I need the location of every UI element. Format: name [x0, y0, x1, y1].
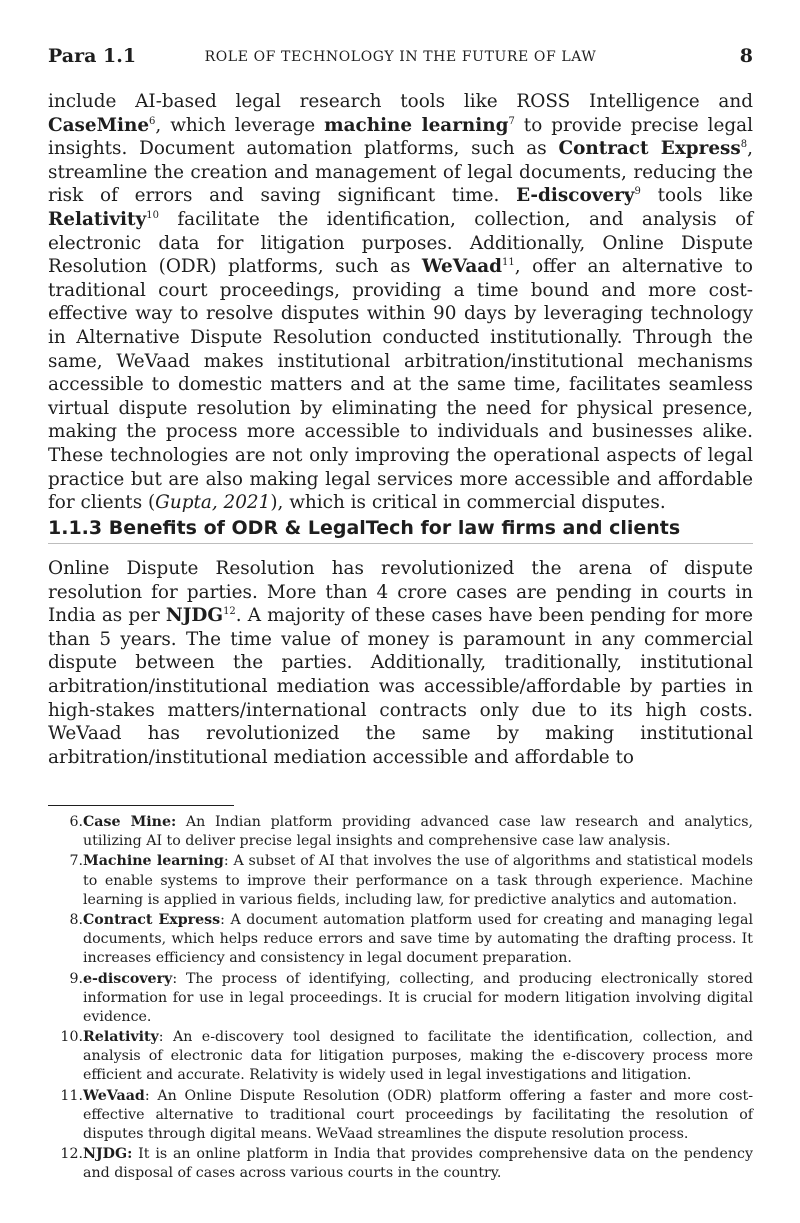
footnote-10	[48, 1028, 753, 1085]
footnote-ref-9[interactable]: 9	[634, 186, 641, 198]
footnote-9	[48, 970, 753, 1027]
footnotes	[48, 813, 753, 1185]
term-njdg: NJDG	[165, 605, 224, 627]
footnote-6	[48, 813, 753, 851]
document-page	[48, 0, 753, 1223]
text-run: ), which is critical in commercial disputes.	[270, 492, 666, 514]
footnote-term: Contract Express	[83, 912, 221, 929]
footnote-text: : A document automation platform used for creating and managing legal documents, which helps reduce errors and save time by automating the drafting process. It increases efficiency and consistency in legal document preparation.	[83, 912, 753, 967]
footnote-number: 8.	[69, 912, 83, 929]
footnote-term: e-discovery	[83, 970, 173, 987]
section-heading: 1.1.3 Benefits of ODR & LegalTech for law firms and clients	[48, 514, 753, 544]
footnote-number: 7.	[69, 853, 83, 870]
text-run: to provide precise legal insights. Document automation platforms, such as	[48, 114, 753, 160]
footnote-number: 10.	[60, 1029, 83, 1046]
running-title: ROLE OF TECHNOLOGY IN THE FUTURE OF LAW	[204, 49, 597, 65]
footnote-12	[48, 1145, 753, 1183]
term-machine-learning: machine learning	[324, 114, 509, 136]
text-run: Online Dispute Resolution has revolutionized the arena of dispute resolution for parties. More than 4 crore cases are pending in courts in India as per	[48, 558, 753, 627]
term-wevaad: WeVaad	[421, 256, 503, 278]
text-run: , offer an alternative to traditional court proceedings, providing a time bound and more cost-effective way to resolve disputes within 90 days by leveraging technology in Alternative Dispute Resolution conducted institutionally. Through the same, WeVaad makes institutional arbitration/institutional mechanisms accessible to domestic matters and at the same time, facilitates seamless virtual dispute resolution by eliminating the need for physical presence, making the process more accessible to individuals and businesses alike. These technologies are not only improving the operational aspects of legal practice but are also making legal services more accessible and affordable for clients (	[48, 256, 753, 514]
footnote-ref-8[interactable]: 8	[740, 139, 748, 151]
footnote-number: 9.	[69, 970, 83, 987]
footnote-term: Case Mine:	[83, 814, 177, 830]
term-contract-express: Contract Express	[558, 138, 741, 160]
footnote-text: An Indian platform providing advanced case law research and analytics, utilizing AI to deliver precise legal insights and comprehensive case law analysis.	[83, 814, 753, 850]
page-number: 8	[739, 45, 753, 67]
footnote-term: WeVaad	[83, 1087, 145, 1104]
text-run: facilitate the identification, collection, and analysis of electronic data for litigation purposes. Additionally, Online Dispute Resolution (ODR) platforms, such as	[48, 208, 753, 278]
footnote-number: 12.	[60, 1146, 83, 1163]
text-run: include AI-based legal research tools like ROSS Intelligence and	[48, 91, 753, 112]
text-run: , streamline the creation and management of legal documents, reducing the risk of errors and saving significant time.	[48, 138, 753, 207]
section-reference: Para 1.1	[48, 45, 137, 67]
text-run: , which leverage	[155, 114, 325, 136]
footnote-ref-10[interactable]: 10	[146, 209, 159, 221]
text-run: tools like	[640, 185, 754, 207]
footnote-ref-7[interactable]: 7	[508, 115, 515, 127]
footnote-8	[48, 911, 753, 968]
running-header	[48, 44, 753, 68]
footnote-term: Machine learning	[83, 853, 224, 870]
term-casemine: CaseMine	[48, 114, 150, 136]
citation: Gupta, 2021	[155, 492, 271, 514]
footnote-ref-6[interactable]: 6	[149, 115, 156, 127]
body-paragraph-1	[48, 90, 753, 515]
body-paragraph-2	[48, 557, 753, 769]
footnote-text: : An e-discovery tool designed to facilitate the identification, collection, and analysis of electronic data for litigation purposes, making the e-discovery process more efficient and accurate. Relativity is widely used in legal investigations and litigation.	[83, 1029, 753, 1084]
footnote-separator	[48, 805, 234, 806]
term-relativity: Relativity	[48, 208, 147, 230]
footnote-term: NJDG:	[83, 1146, 133, 1163]
footnote-text: It is an online platform in India that provides comprehensive data on the pendency and disposal of cases across various courts in the country.	[83, 1146, 753, 1182]
footnote-7	[48, 852, 753, 909]
footnote-ref-12[interactable]: 12	[223, 606, 236, 618]
footnote-text: : A subset of AI that involves the use of algorithms and statistical models to enable systems to improve their performance on a task through experience. Machine learning is applied in various fields, including law, for predictive analytics and automation.	[83, 853, 753, 908]
footnote-text: : An Online Dispute Resolution (ODR) platform offering a faster and more cost-effective alternative to traditional court proceedings by facilitating the resolution of disputes through digital means. WeVaad streamlines the dispute resolution process.	[83, 1087, 753, 1142]
text-run: . A majority of these cases have been pending for more than 5 years. The time value of money is paramount in any commercial dispute between the parties. Additionally, traditionally, institutional arbitration/institutional mediation was accessible/affordable by parties in high-stakes matters/international contracts only due to its high costs. WeVaad has revolutionized the same by making institutional arbitration/institutional mediation accessible and affordable to	[48, 605, 753, 768]
footnote-text: : The process of identifying, collecting, and producing electronically stored information for use in legal proceedings. It is crucial for modern litigation involving digital evidence.	[83, 970, 753, 1025]
footnote-term: Relativity	[83, 1029, 159, 1046]
footnote-11	[48, 1087, 753, 1144]
footnote-number: 6.	[69, 814, 83, 830]
footnote-number: 11.	[60, 1087, 83, 1104]
footnote-ref-11[interactable]: 11	[502, 257, 515, 269]
term-e-discovery: E-discovery	[516, 185, 635, 207]
